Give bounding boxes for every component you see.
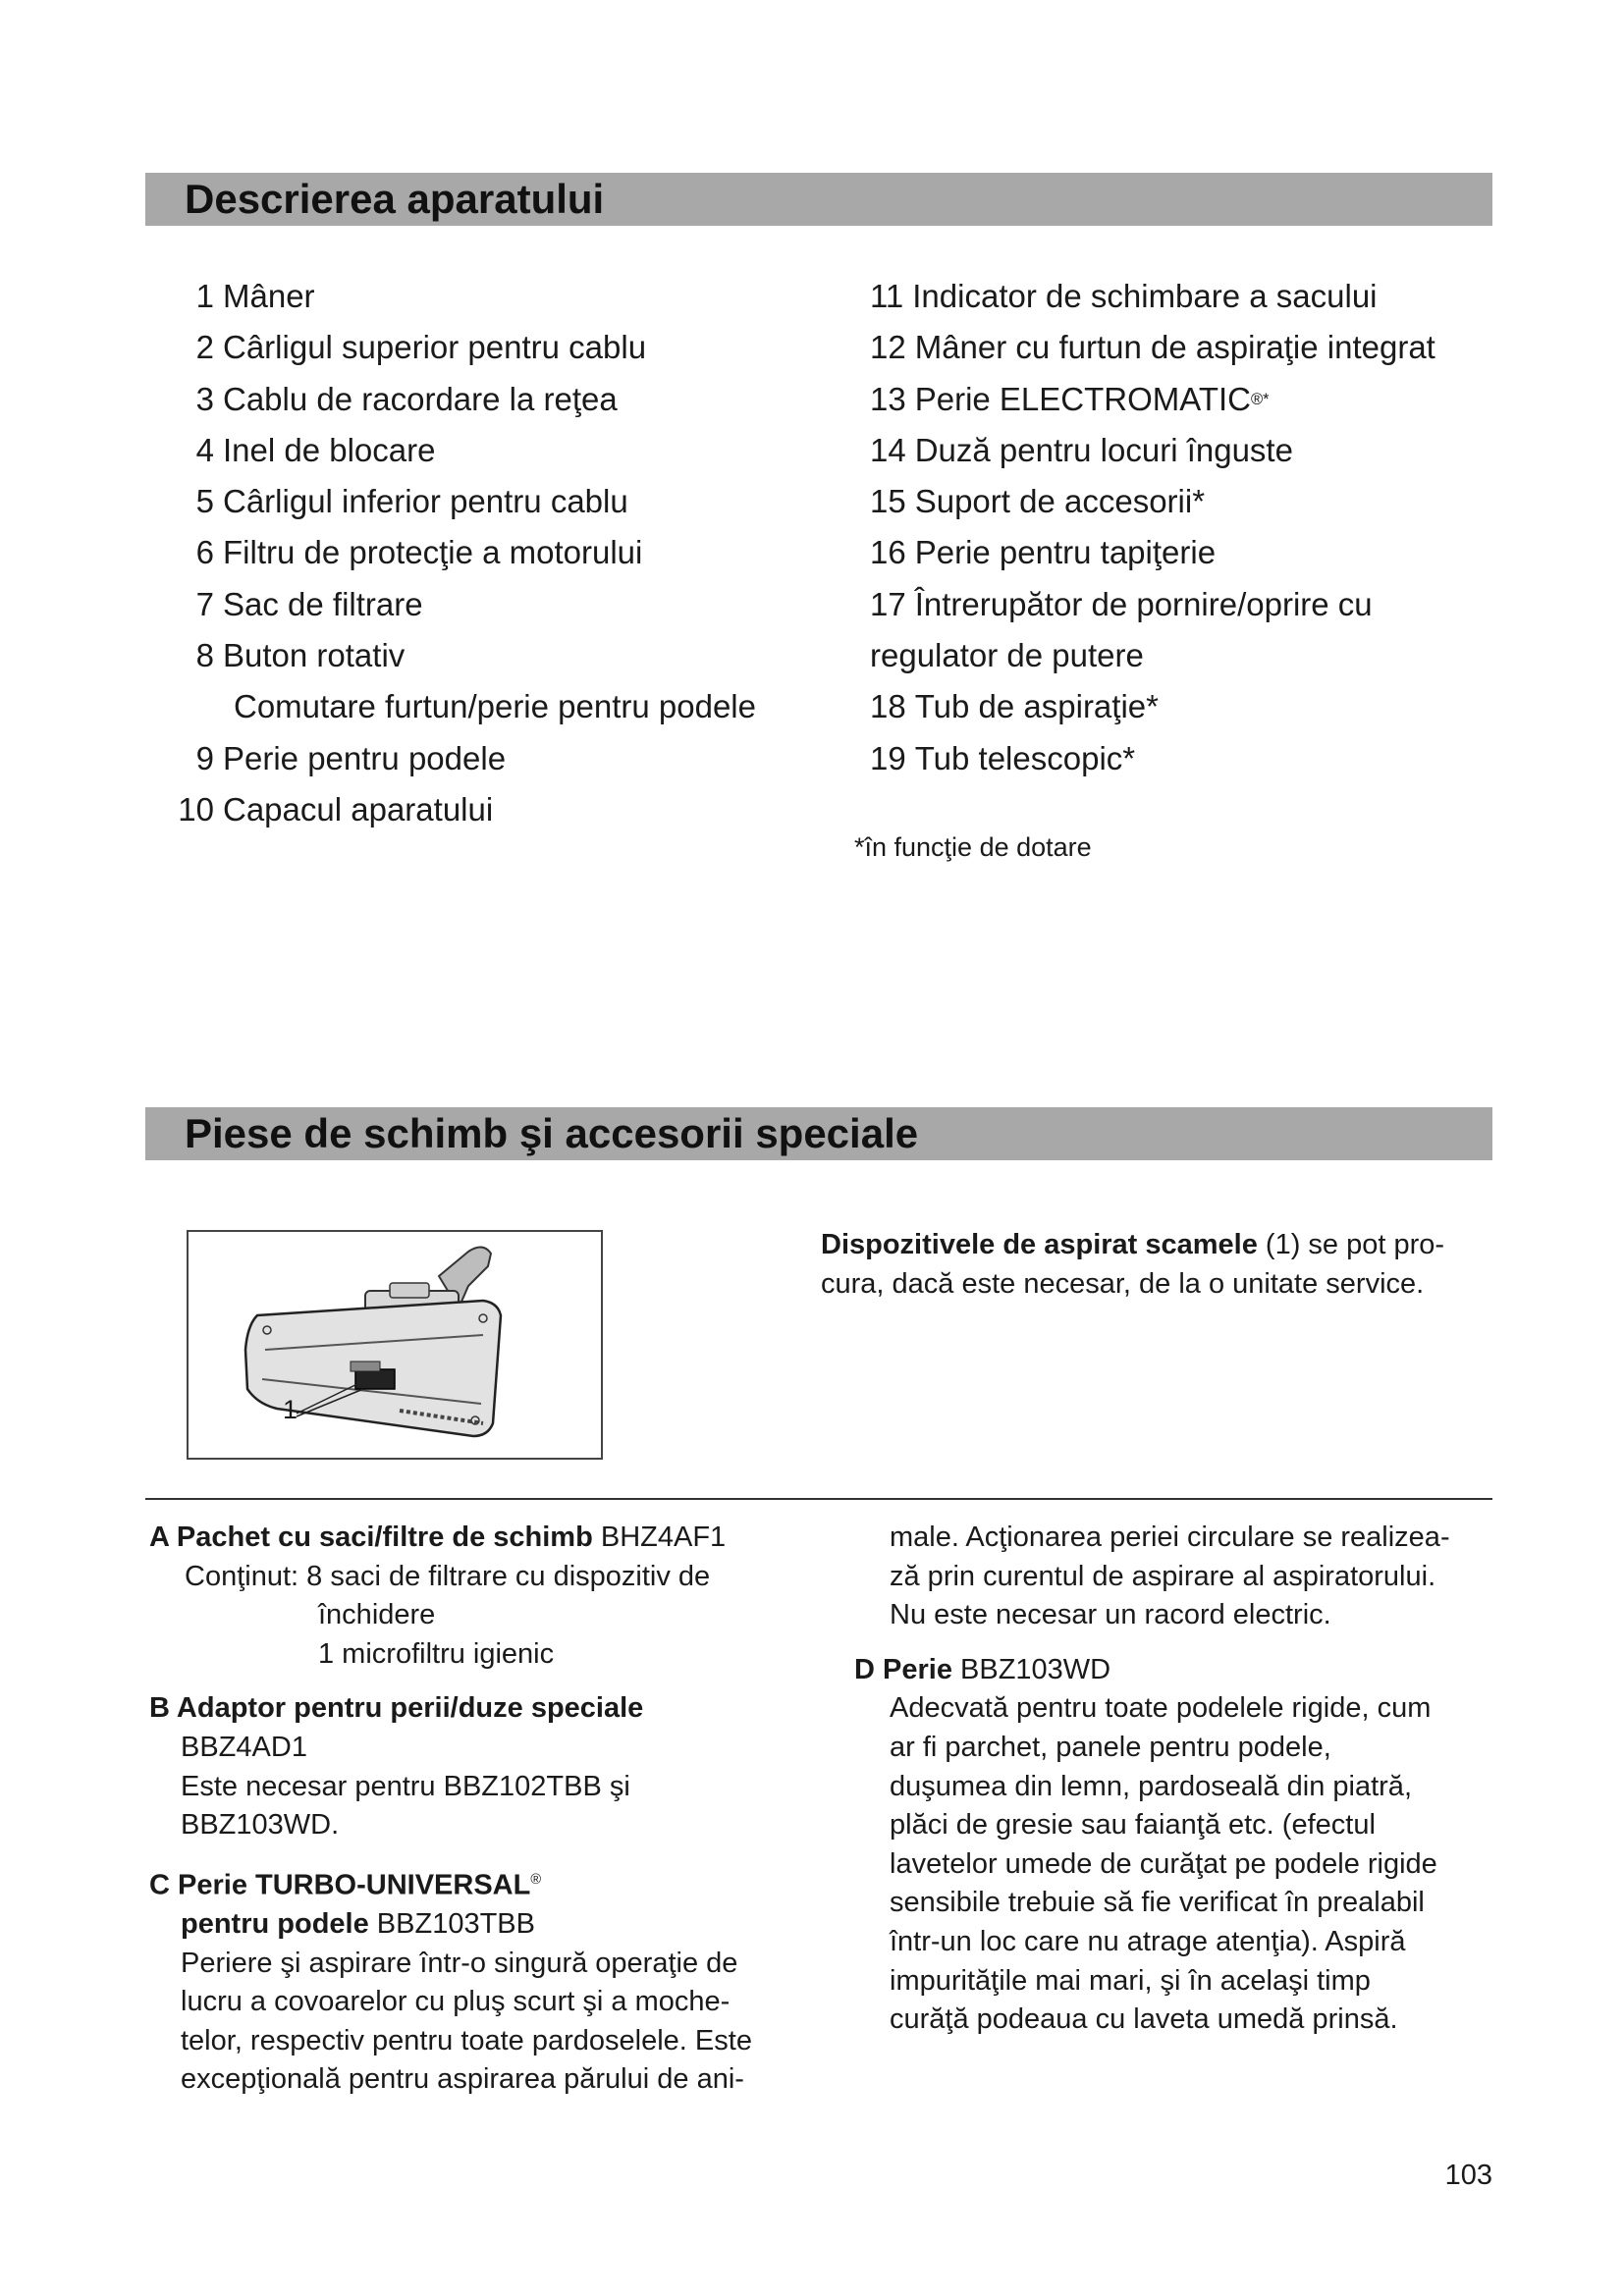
- accessory-c-continued: male. Acţionarea periei circulare se realizea- ză prin curentul de aspirare al aspiratorului. Nu este necesar un racord electric.: [890, 1522, 1450, 1631]
- floor-nozzle-illustration: [187, 1230, 603, 1460]
- list-item: 14 Duză pentru locuri înguste: [870, 431, 1293, 468]
- list-item: 11 Indicator de schimbare a sacului: [870, 278, 1378, 314]
- list-item: 12 Mâner cu furtun de aspiraţie integrat: [870, 329, 1435, 366]
- list-item: 2 Cârligul superior pentru cablu: [195, 329, 647, 366]
- list-item: 19 Tub telescopic*: [870, 739, 1136, 776]
- list-item: 9 Perie pentru podele: [195, 739, 507, 776]
- list-item: 16 Perie pentru tapiţerie: [870, 534, 1217, 571]
- section-title: Piese de schimb şi accesorii speciale: [185, 1110, 919, 1156]
- floor-nozzle-drawing: [189, 1232, 601, 1458]
- accessory-c: C Perie TURBO-UNIVERSAL® pentru podele BBZ103TBB Periere şi aspirare într-o singură operaţie de lucru a covoarelor cu pluş scurt şi a moche- telor, respectiv pentru toate pardoselele. Este excepţională pentru aspirarea părului de ani-: [149, 1869, 752, 2096]
- section-header-spare-parts: [145, 1107, 1492, 1160]
- list-item: 1 Mâner: [195, 278, 315, 314]
- list-item: 7 Sac de filtrare: [195, 585, 423, 622]
- list-item: 6 Filtru de protecţie a motorului: [195, 534, 643, 571]
- accessories-left-column: [149, 1519, 837, 2100]
- list-item: 10 Capacul aparatului: [178, 790, 494, 828]
- section-header-description: [145, 173, 1492, 226]
- accessories-right-column: [854, 1519, 1522, 2040]
- list-item: regulator de putere: [870, 637, 1144, 674]
- illustration-callout-label: 1: [283, 1395, 298, 1424]
- accessory-b: B Adaptor pentru perii/duze speciale BBZ4AD1 Este necesar pentru BBZ102TBB şi BBZ103WD.: [149, 1692, 644, 1842]
- lint-device-description: Dispozitivele de aspirat scamele (1) se pot pro- cura, dacă este necesar, de la o unitate service.: [821, 1229, 1445, 1300]
- list-item: Comutare furtun/perie pentru podele: [234, 688, 756, 725]
- section-title: Descrierea aparatului: [185, 176, 605, 222]
- list-item: 5 Cârligul inferior pentru cablu: [195, 483, 628, 520]
- list-item: 18 Tub de aspiraţie*: [870, 688, 1159, 725]
- accessory-d: D Perie BBZ103WD Adecvată pentru toate podelele rigide, cum ar fi parchet, panele pentru podele, duşumea din lemn, pardoseală din piatră, plăci de gresie sau faianţă etc. (efectul lavetelor umede de curăţat pe podele rigide sensibile trebuie să fie verificat în prealabil într-un loc care nu atrage atenţia). Aspiră impurităţile mai mari, şi în acelaşi timp curăţă podeaua cu laveta umedă prinsă.: [854, 1653, 1437, 2036]
- accessory-a: A Pachet cu saci/filtre de schimb BHZ4AF1 Conţinut: 8 saci de filtrare cu dispozitiv de închidere 1 microfiltru igienic: [149, 1522, 727, 1670]
- list-item: 17 Întrerupător de pornire/oprire cu: [870, 585, 1373, 622]
- list-item: 4 Inel de blocare: [195, 431, 436, 468]
- footnote: *în funcţie de dotare: [854, 832, 1092, 862]
- list-item: 3 Cablu de racordare la reţea: [195, 380, 618, 417]
- list-item: 8 Buton rotativ: [195, 637, 406, 674]
- list-item: 13 Perie ELECTROMATIC ®*: [870, 380, 1270, 417]
- list-item: 15 Suport de accesorii*: [870, 483, 1206, 520]
- parts-list-right: [870, 271, 1435, 784]
- page-number: 103: [1444, 2160, 1492, 2191]
- parts-list-left: [157, 271, 756, 835]
- divider: [145, 1498, 1492, 1500]
